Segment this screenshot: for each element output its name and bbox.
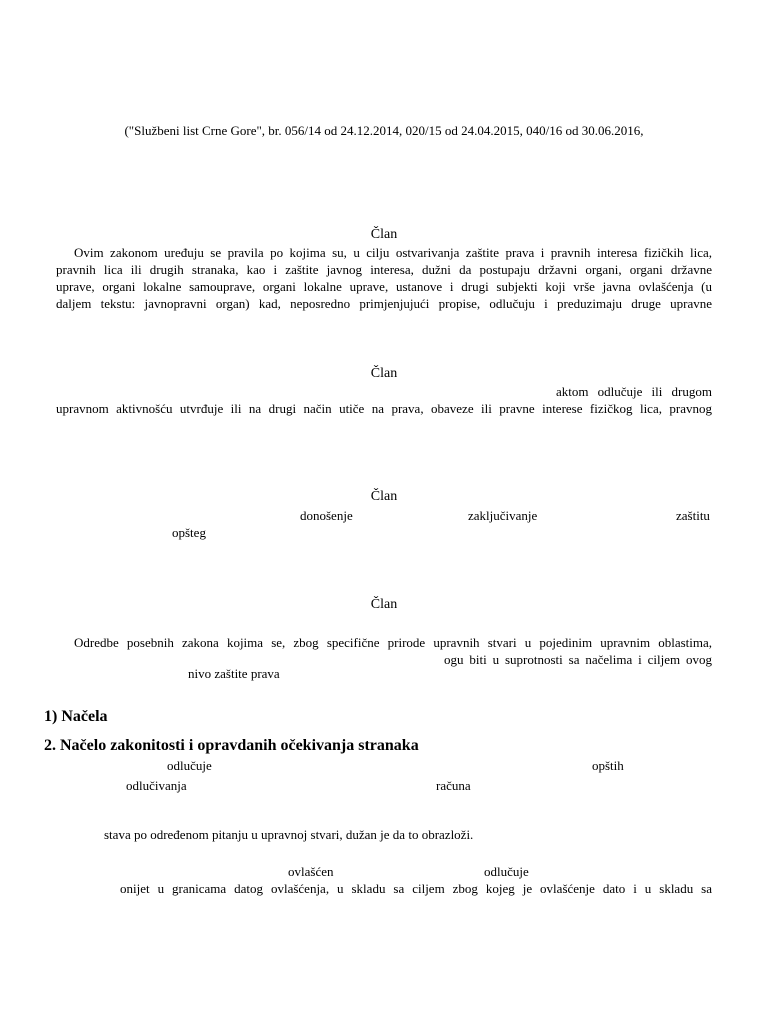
section-word: odlučuje [484,864,529,879]
article-heading: Član [370,227,398,242]
article-text-line: Odredbe posebnih zakona kojima se, zbog specifične prirode upravnih stvari u pojedinim upravnim oblastima, [74,635,712,650]
section-heading: 2. Načelo zakonitosti i opravdanih očekivanja stranaka [44,737,419,754]
article-text-line: Ovim zakonom uređuju se pravila po kojima su, u cilju ostvarivanja zaštite prava i pravnih interesa fizičkih lica, [74,245,712,260]
gazette-reference: ("Službeni list Crne Gore", br. 056/14 od 24.12.2014, 020/15 od 24.04.2015, 040/16 od 30.06.2016, [124,123,644,138]
section-word: ovlašćen [288,864,334,879]
article-text-line: upravnom aktivnošću utvrđuje ili na drugi način utiče na prava, obaveze ili pravne interese fizičkog lica, pravnog [56,401,712,416]
article-heading: Član [370,597,398,612]
article-heading: Član [370,366,398,381]
article-text-line: pravnih lica ili drugih stranaka, kao i zaštite javnog interesa, dužni da postupaju državni organi, organi državne [56,262,712,277]
section-text-line: onijet u granicama datog ovlašćenja, u skladu sa ciljem zbog kojeg je ovlašćenje dato i u skladu sa [120,881,712,896]
section-word: odlučivanja [126,778,187,793]
article-word: opšteg [172,525,206,540]
section-heading: 1) Načela [44,708,108,725]
section-text-line: stava po određenom pitanju u upravnoj stvari, dužan je da to obrazloži. [104,827,474,842]
article-word: zaštitu [676,508,710,523]
article-word: donošenje [300,508,353,523]
article-text-line: uprave, organi lokalne samouprave, organi lokalne uprave, ustanove i drugi subjekti koji vrše javna ovlašćenja (u [56,279,712,294]
article-word: zaključivanje [468,508,538,523]
article-text-line: nivo zaštite prava [188,666,280,681]
article-text-line: daljem tekstu: javnopravni organ) kad, neposredno primjenjujući propise, odlučuju i preduzimaju druge upravne [56,296,712,311]
article-text-line: ogu biti u suprotnosti sa načelima i ciljem ovog [444,652,712,667]
section-word: opštih [592,758,624,773]
section-word: računa [436,778,471,793]
section-word: odlučuje [167,758,212,773]
article-heading: Član [370,489,398,504]
article-text-line: aktom odlučuje ili drugom [556,384,712,399]
